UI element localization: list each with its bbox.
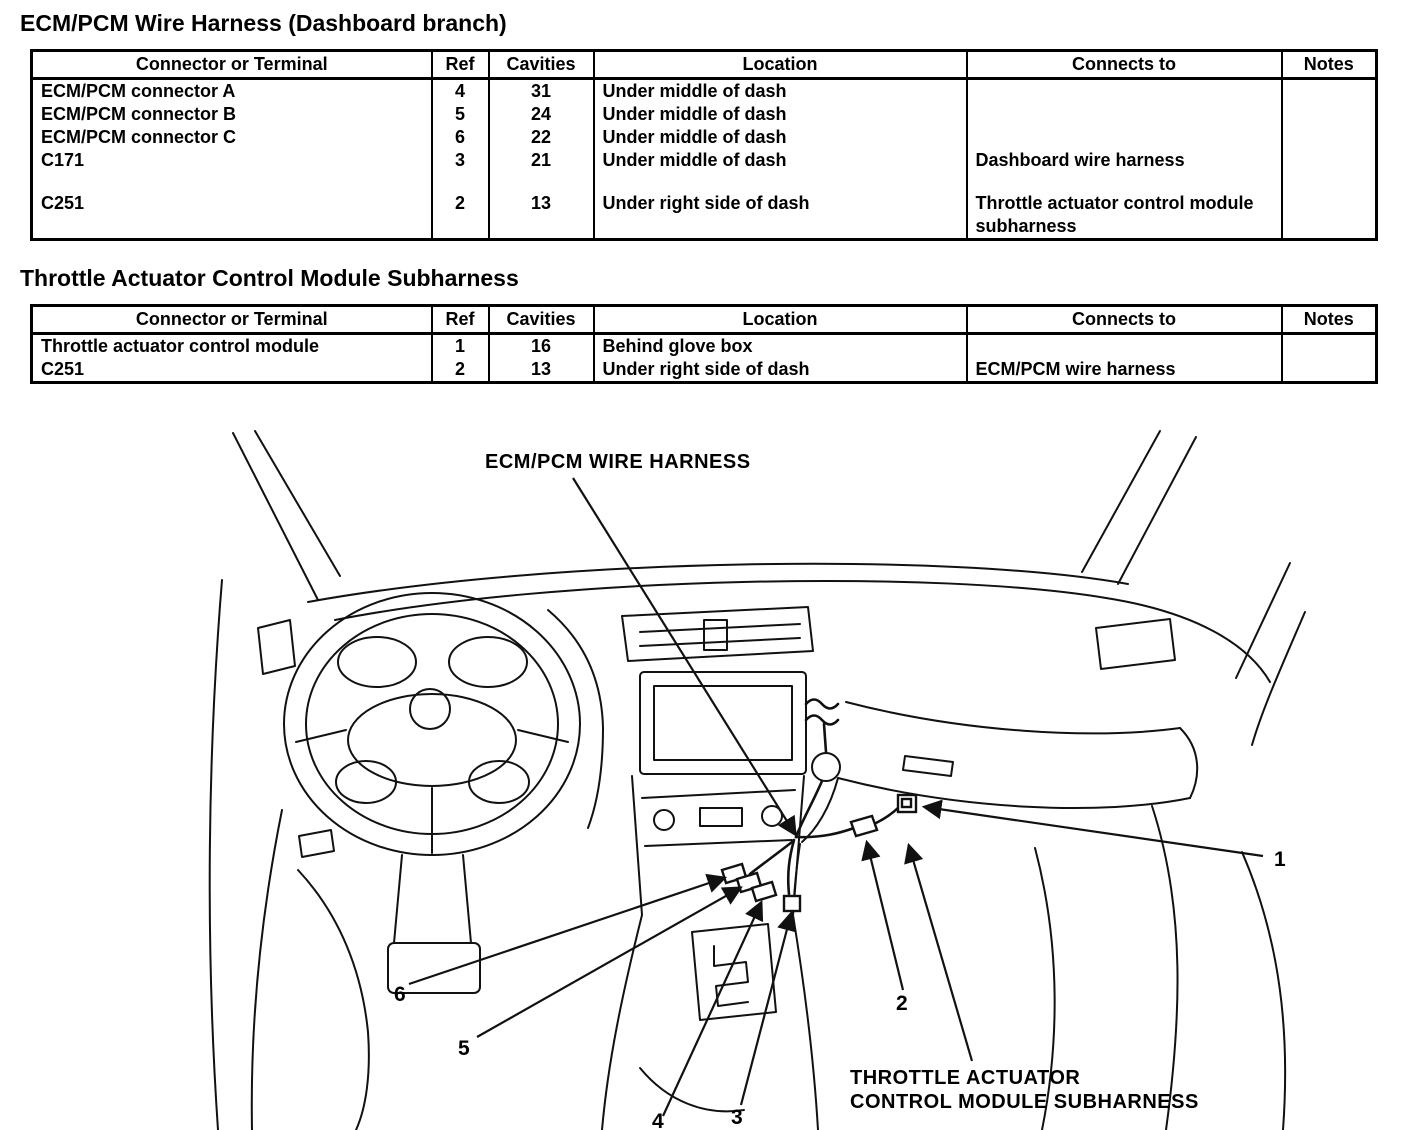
cell-notes	[1282, 358, 1377, 383]
harness-label-leader	[573, 478, 795, 834]
connectors	[722, 795, 916, 911]
callout-5-leader	[477, 888, 740, 1037]
cell-ref: 2	[432, 358, 489, 383]
col-cavities: Cavities	[489, 306, 594, 334]
cell-location: Under middle of dash	[594, 149, 967, 172]
cell-notes	[1282, 103, 1377, 126]
col-cavities: Cavities	[489, 51, 594, 79]
cell-notes	[1282, 192, 1377, 240]
cell-cavities: 21	[489, 149, 594, 172]
cell-connector: C251	[32, 192, 432, 240]
callout-4: 4	[652, 1110, 664, 1130]
table-row	[32, 192, 1377, 240]
center-stack	[602, 607, 818, 1130]
callout-6: 6	[394, 983, 406, 1006]
col-connector: Connector or Terminal	[32, 306, 432, 334]
cell-notes	[1282, 126, 1377, 149]
table-header-row	[32, 51, 1377, 79]
connector-1-pin	[902, 799, 911, 807]
connector-2	[851, 816, 877, 836]
cell-location: Under right side of dash	[594, 192, 967, 240]
cell-connector: C251	[32, 358, 432, 383]
cell-connector: Throttle actuator control module	[32, 334, 432, 359]
col-ref: Ref	[432, 306, 489, 334]
table-row	[32, 126, 1377, 149]
cell-location: Under middle of dash	[594, 126, 967, 149]
cell-cavities: 16	[489, 334, 594, 359]
cell-connects-to	[967, 126, 1282, 149]
throttle-subharness-table	[30, 304, 1378, 384]
cell-notes	[1282, 79, 1377, 104]
subharness-label-line1: THROTTLE ACTUATOR	[850, 1067, 1081, 1089]
callout-2-leader	[867, 843, 903, 990]
cell-ref: 2	[432, 192, 489, 240]
ecm-pcm-harness-table	[30, 49, 1378, 241]
cell-connects-to	[967, 79, 1282, 104]
harness-label: ECM/PCM WIRE HARNESS	[485, 451, 751, 473]
callout-3-leader	[741, 914, 791, 1105]
spacer-row	[32, 172, 1377, 192]
table-row	[32, 103, 1377, 126]
callout-1: 1	[1274, 848, 1286, 871]
table-row	[32, 334, 1377, 359]
cell-location: Under right side of dash	[594, 358, 967, 383]
col-connector: Connector or Terminal	[32, 51, 432, 79]
callout-5: 5	[458, 1037, 470, 1060]
section1-title: ECM/PCM Wire Harness (Dashboard branch)	[20, 10, 507, 36]
dashboard-diagram	[0, 425, 1408, 1130]
col-ref: Ref	[432, 51, 489, 79]
callout-1-leader	[925, 807, 1263, 856]
cell-cavities: 31	[489, 79, 594, 104]
glove-box-area	[793, 619, 1285, 1130]
cell-connects-to: Throttle actuator control module subharness	[967, 192, 1282, 240]
col-location: Location	[594, 51, 967, 79]
col-location: Location	[594, 306, 967, 334]
col-notes: Notes	[1282, 51, 1377, 79]
cell-ref: 1	[432, 334, 489, 359]
table-header-row	[32, 306, 1377, 334]
col-connects-to: Connects to	[967, 306, 1282, 334]
cell-cavities: 22	[489, 126, 594, 149]
callout-2: 2	[896, 992, 908, 1015]
cell-ref: 6	[432, 126, 489, 149]
cell-cavities: 13	[489, 192, 594, 240]
cell-ref: 5	[432, 103, 489, 126]
cell-connector: ECM/PCM connector A	[32, 79, 432, 104]
cell-cavities: 13	[489, 358, 594, 383]
cell-location: Under middle of dash	[594, 79, 967, 104]
cell-cavities: 24	[489, 103, 594, 126]
subharness-label-leader	[909, 846, 972, 1061]
subharness-label-line2: CONTROL MODULE SUBHARNESS	[850, 1091, 1199, 1113]
cell-location: Under middle of dash	[594, 103, 967, 126]
connector-3	[784, 896, 800, 911]
diagram-labels	[394, 451, 1286, 1130]
table-row	[32, 149, 1377, 172]
cell-ref: 4	[432, 79, 489, 104]
cell-connects-to: ECM/PCM wire harness	[967, 358, 1282, 383]
table-row	[32, 358, 1377, 383]
cabin-outline	[210, 431, 1305, 1130]
cell-connects-to	[967, 334, 1282, 359]
steering-wheel	[284, 593, 603, 993]
col-notes: Notes	[1282, 306, 1377, 334]
cell-connector: ECM/PCM connector C	[32, 126, 432, 149]
callout-6-leader	[409, 878, 724, 984]
col-connects-to: Connects to	[967, 51, 1282, 79]
cell-connector: C171	[32, 149, 432, 172]
cell-notes	[1282, 334, 1377, 359]
cell-connects-to	[967, 103, 1282, 126]
cell-notes	[1282, 149, 1377, 172]
cell-connects-to: Dashboard wire harness	[967, 149, 1282, 172]
cell-location: Behind glove box	[594, 334, 967, 359]
cell-ref: 3	[432, 149, 489, 172]
section2-title: Throttle Actuator Control Module Subharness	[20, 265, 519, 291]
table-row	[32, 79, 1377, 104]
callout-3: 3	[731, 1106, 743, 1129]
cell-connector: ECM/PCM connector B	[32, 103, 432, 126]
